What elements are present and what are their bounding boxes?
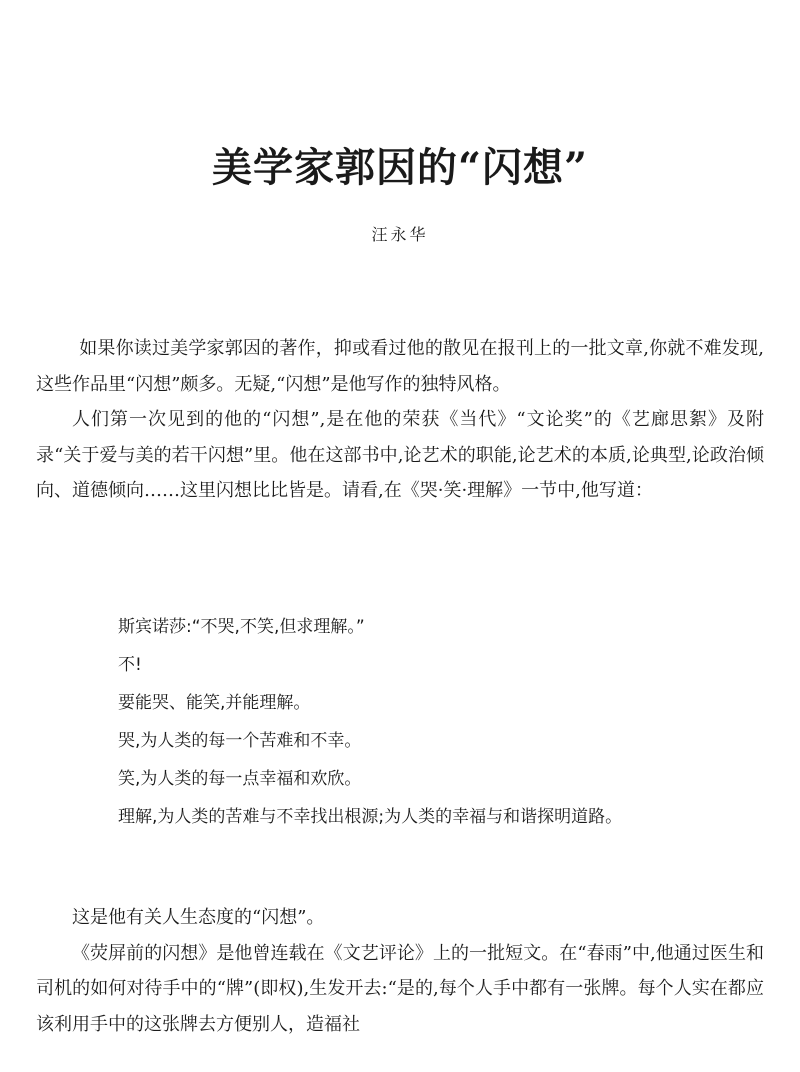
article-title: 美学家郭因的“闪想” bbox=[211, 144, 588, 191]
body-section-continued bbox=[36, 900, 764, 1042]
poem-line: 笑,为人类的每一点幸福和欢欣。 bbox=[118, 769, 362, 789]
poem-line: 理解,为人类的苦难与不幸找出根源;为人类的幸福与和谐探明道路。 bbox=[118, 807, 623, 827]
poem-line: 不! bbox=[118, 655, 142, 675]
paragraph: 如果你读过美学家郭因的著作，抑或看过他的散见在报刊上的一批文章,你就不难发现,这些作品里“闪想”颇多。无疑,“闪想”是他写作的独特风格。 bbox=[36, 338, 764, 395]
poem-line: 哭,为人类的每一个苦难和不幸。 bbox=[118, 731, 362, 751]
poem-line: 斯宾诺莎:“不哭,不笑,但求理解。” bbox=[118, 617, 365, 637]
paragraph: 这是他有关人生态度的“闪想”。 bbox=[72, 907, 325, 928]
article-author: 汪永华 bbox=[371, 225, 429, 244]
paragraph: 《荧屏前的闪想》是他曾连载在《文艺评论》上的一批短文。在“春雨”中,他通过医生和司机的如何对待手中的“牌”(即权),生发开去:“是的,每个人手中都有一张牌。每个人实在都应该利用手中的这张牌去方便别人，造福社 bbox=[36, 942, 764, 1035]
paragraph: 人们第一次见到的他的“闪想”,是在他的荣获《当代》“文论奖”的《艺廊思絮》及附录“关于爱与美的若干闪想”里。他在这部书中,论艺术的职能,论艺术的本质,论典型,论政治倾向、道德倾向……这里闪想比比皆是。请看,在《哭·笑·理解》一节中,他写道： bbox=[36, 409, 764, 501]
poem-line: 要能哭、能笑,并能理解。 bbox=[118, 693, 311, 713]
quoted-poem bbox=[118, 608, 778, 836]
body-section-intro bbox=[36, 331, 764, 509]
